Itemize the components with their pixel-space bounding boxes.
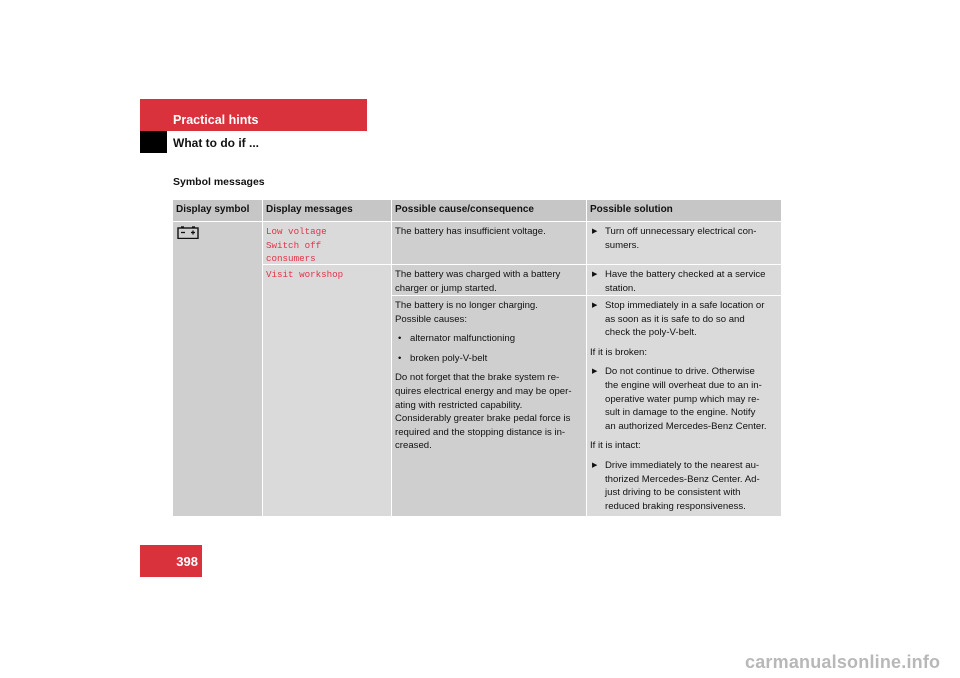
solution-step (590, 365, 778, 433)
solution-step (590, 268, 778, 295)
cause-line: charger or jump started. (395, 282, 497, 294)
solution-line: sumers. (605, 239, 640, 251)
cause-cell-3 (392, 296, 586, 516)
message-cell-visit-workshop (263, 265, 391, 516)
header-display-symbol: Display symbol (173, 200, 262, 221)
cause-line: The battery was charged with a battery (395, 269, 561, 280)
section-header-title: Practical hints (173, 113, 259, 127)
solution-line: just driving to be consistent with (605, 487, 741, 499)
cause-text: The battery has insufficient voltage. (395, 226, 546, 237)
page-number: 398 (140, 545, 202, 577)
message-line: Low voltage (266, 226, 327, 237)
condition-if-intact: If it is intact: (590, 440, 641, 452)
solution-line: an authorized Mercedes-Benz Center. (605, 420, 767, 432)
header-marker (140, 131, 167, 153)
message-line: consumers (266, 253, 316, 265)
solution-line: ▶ Turn off unnecessary electrical con- (605, 226, 757, 237)
solution-line: operative water pump which may re- (605, 393, 760, 405)
cause-note-line: Considerably greater brake pedal force is (395, 413, 571, 425)
header-possible-solution: Possible solution (587, 200, 781, 221)
cause-bullet: • alternator malfunctioning (395, 332, 583, 346)
symbol-cell (173, 222, 262, 516)
solution-line: thorized Mercedes-Benz Center. Ad- (605, 473, 760, 485)
section-title: Symbol messages (173, 176, 265, 188)
cause-cell-2 (392, 265, 586, 295)
solution-line: as soon as it is safe to do so and (605, 313, 745, 325)
message-cell-low-voltage (263, 222, 391, 264)
header-possible-cause: Possible cause/consequence (392, 200, 586, 221)
cause-note-line: quires electrical energy and may be oper- (395, 385, 572, 397)
solution-step (590, 225, 778, 252)
header-display-messages: Display messages (263, 200, 391, 221)
section-header-subtitle: What to do if ... (173, 136, 259, 150)
cause-note-line: Do not forget that the brake system re- (395, 372, 560, 384)
cause-note-line: ating with restricted capability. (395, 399, 523, 411)
battery-icon (177, 226, 199, 239)
message-line: Visit workshop (266, 269, 344, 280)
solution-cell-3 (587, 296, 781, 516)
condition-if-broken: If it is broken: (590, 346, 648, 358)
solution-line: ▶ Stop immediately in a safe location or (605, 300, 765, 311)
cause-note-line: creased. (395, 440, 432, 452)
solution-cell-1 (587, 222, 781, 264)
solution-step (590, 459, 778, 513)
cause-cell-1 (392, 222, 586, 264)
solution-line: reduced braking responsiveness. (605, 500, 746, 512)
solution-step (590, 299, 778, 340)
solution-cell-2 (587, 265, 781, 295)
message-line: Switch off (266, 239, 322, 251)
solution-line: check the poly-V-belt. (605, 327, 697, 339)
solution-line: ▶ Drive immediately to the nearest au- (605, 459, 760, 471)
cause-note-line: required and the stopping distance is in- (395, 426, 566, 438)
solution-line: ▶ Do not continue to drive. Otherwise (605, 366, 755, 378)
cause-line: The battery is no longer charging. (395, 300, 538, 311)
solution-line: the engine will overheat due to an in- (605, 379, 762, 391)
watermark: carmanualsonline.info (745, 652, 941, 672)
cause-bullet: • broken poly-V-belt (395, 352, 583, 366)
cause-line: Possible causes: (395, 313, 467, 325)
solution-line: station. (605, 282, 636, 294)
solution-line: sult in damage to the engine. Notify (605, 407, 756, 419)
symbol-messages-table (173, 200, 781, 516)
solution-line: ▶ Have the battery checked at a service (605, 269, 766, 280)
